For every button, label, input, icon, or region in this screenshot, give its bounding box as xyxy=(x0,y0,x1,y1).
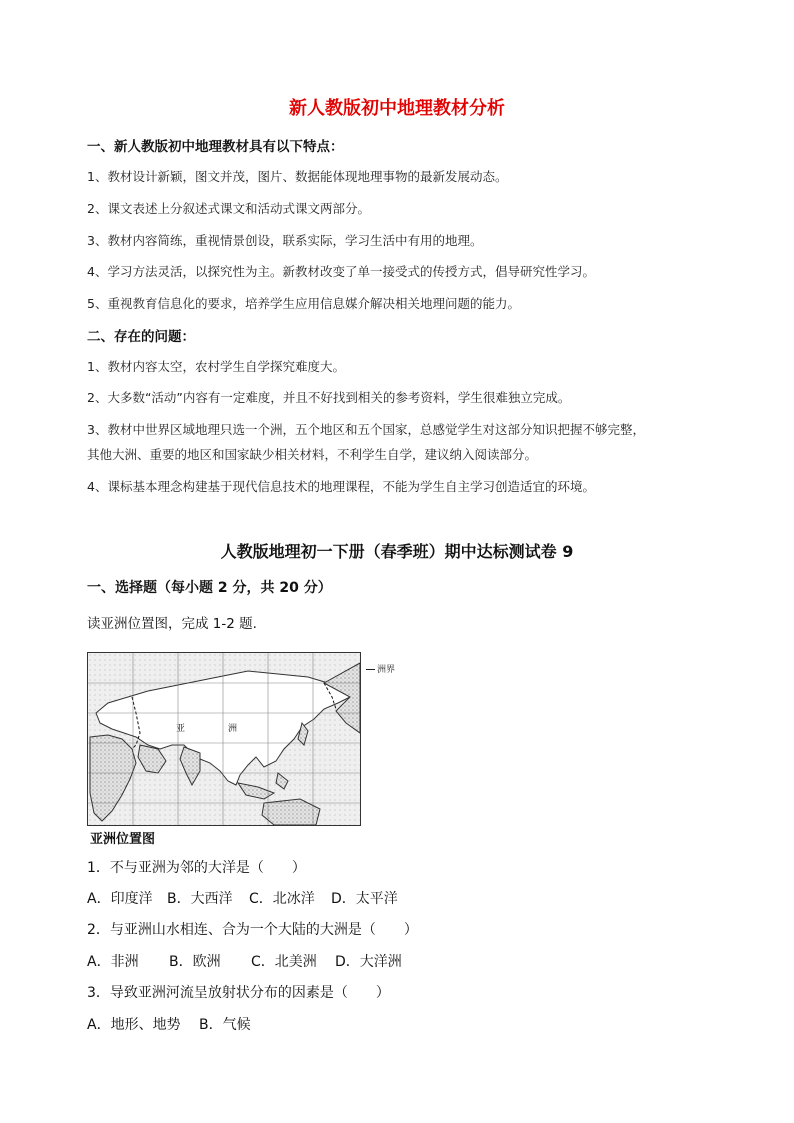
section2-item: 2、大多数“活动”内容有一定难度，并且不好找到相关的参考资料，学生很难独立完成。 xyxy=(87,390,571,405)
question-stem: 2．与亚洲山水相连、合为一个大陆的大洲是（ ） xyxy=(87,922,418,938)
option: A．印度洋 xyxy=(87,891,153,907)
map-label-ya: 亚 xyxy=(176,724,186,734)
section2-item: 4、课标基本理念构建基于现代信息技术的地理课程，不能为学生自主学习创造适宜的环境。 xyxy=(87,479,595,494)
option: D．太平洋 xyxy=(331,891,398,907)
section1-item: 1、教材设计新颖，图文并茂，图片、数据能体现地理事物的最新发展动态。 xyxy=(87,169,508,184)
option: C．北美洲 xyxy=(251,954,317,970)
map-legend-label: 洲界 xyxy=(377,665,396,675)
section1-item: 3、教材内容简练，重视情景创设，联系实际，学习生活中有用的地理。 xyxy=(87,233,483,248)
analysis-title: 新人教版初中地理教材分析 xyxy=(289,98,505,119)
map-label-zhou: 洲 xyxy=(228,724,238,734)
section2-item: 3、教材中世界区域地理只选一个洲，五个地区和五个国家，总感觉学生对这部分知识把握不够完整， xyxy=(87,422,645,437)
section1-item: 2、课文表述上分叙述式课文和活动式课文两部分。 xyxy=(87,201,370,216)
option: B．大西洋 xyxy=(167,891,233,907)
option: D．大洋洲 xyxy=(335,954,402,970)
map-caption: 亚洲位置图 xyxy=(90,832,156,847)
asia-location-map xyxy=(87,652,361,826)
option: B．气候 xyxy=(199,1017,251,1033)
question-stem: 1．不与亚洲为邻的大洋是（ ） xyxy=(87,860,306,876)
boundary-line-icon xyxy=(366,669,375,670)
test-section-heading: 一、选择题（每小题 2 分，共 20 分） xyxy=(87,580,332,596)
question-options xyxy=(87,1014,251,1034)
option: A．地形、地势 xyxy=(87,1017,181,1033)
map-legend xyxy=(366,662,395,675)
option: B．欧洲 xyxy=(169,954,221,970)
test-title: 人教版地理初一下册（春季班）期中达标测试卷 9 xyxy=(220,542,574,561)
question-options xyxy=(87,951,402,971)
section1-item: 5、重视教育信息化的要求，培养学生应用信息媒介解决相关地理问题的能力。 xyxy=(87,296,520,311)
question-stem: 3．导致亚洲河流呈放射状分布的因素是（ ） xyxy=(87,985,390,1001)
asia-map-drawing xyxy=(88,653,360,825)
option: C．北冰洋 xyxy=(249,891,315,907)
section1-heading: 一、新人教版初中地理教材具有以下特点： xyxy=(87,139,344,155)
question-options xyxy=(87,888,398,908)
section1-item: 4、学习方法灵活，以探究性为主。新教材改变了单一接受式的传授方式，倡导研究性学习。 xyxy=(87,264,595,279)
test-instruction: 读亚洲位置图，完成 1-2 题. xyxy=(87,616,257,632)
section2-item: 1、教材内容太空，农村学生自学探究难度大。 xyxy=(87,359,345,374)
option: A．非洲 xyxy=(87,954,139,970)
section2-heading: 二、存在的问题： xyxy=(87,329,195,345)
section2-item: 其他大洲、重要的地区和国家缺少相关材料，不利学生自学，建议纳入阅读部分。 xyxy=(87,447,538,462)
